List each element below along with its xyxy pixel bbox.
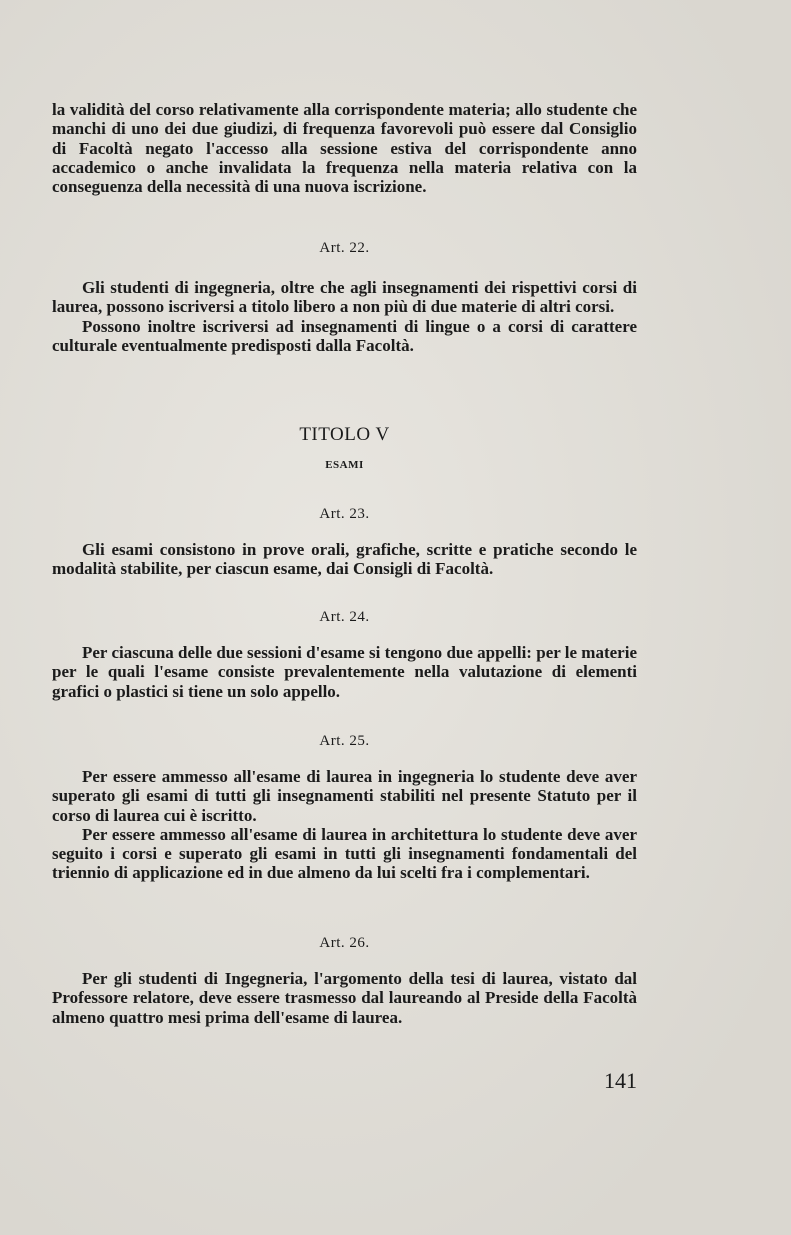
article-22-heading: Art. 22. <box>319 240 370 256</box>
article-25-heading: Art. 25. <box>319 733 370 749</box>
article-22-paragraph-1: Gli studenti di ingegneria, oltre che agli insegnamenti dei rispettivi corsi di laurea, possono iscriversi a titolo libero a non più di due materie di altri corsi. <box>52 278 637 317</box>
article-24-heading: Art. 24. <box>319 609 370 625</box>
article-22-body <box>52 278 637 355</box>
title-heading: TITOLO V <box>299 424 390 445</box>
article-24-body <box>52 643 637 701</box>
article-25-body <box>52 767 637 883</box>
article-23-body <box>52 540 637 579</box>
article-25-paragraph-1: Per essere ammesso all'esame di laurea in ingegneria lo studente deve aver superato gli esami di tutti gli insegnamenti stabiliti nel presente Statuto per il corso di laurea cui è iscritto. <box>52 767 637 825</box>
article-23-heading: Art. 23. <box>319 506 370 522</box>
article-26-body <box>52 969 637 1027</box>
article-23-paragraph-1: Gli esami consistono in prove orali, grafiche, scritte e pratiche secondo le modalità stabilite, per ciascun esame, dai Consigli di Facoltà. <box>52 540 637 579</box>
article-24-paragraph-1: Per ciascuna delle due sessioni d'esame si tengono due appelli: per le materie per le quali l'esame consiste prevalentemente nella valutazione di elementi grafici o plastici si tiene un solo appello. <box>52 643 637 701</box>
article-22-paragraph-2: Possono inoltre iscriversi ad insegnamenti di lingue o a corsi di carattere culturale eventualmente predisposti dalla Facoltà. <box>52 316 637 355</box>
article-25-paragraph-2: Per essere ammesso all'esame di laurea in architettura lo studente deve aver seguito i corsi e superato gli esami in tutti gli insegnamenti fondamentali del triennio di applicazione ed in due almeno da lui scelti fra i complementari. <box>52 824 637 883</box>
article-26-heading: Art. 26. <box>319 935 370 951</box>
intro-text <box>52 100 637 196</box>
section-subtitle: ESAMI <box>325 459 364 471</box>
intro-paragraph: la validità del corso relativamente alla corrispondente materia; allo studente che manchi di uno dei due giudizi, di frequenza favorevoli può essere dal Consiglio di Facoltà negato l'accesso alla sessione estiva del corrispondente anno accademico o anche invalidata la frequenza nella materia relativa con la conseguenza della necessità di una nuova iscrizione. <box>52 100 637 197</box>
page-number: 141 <box>604 1068 637 1093</box>
article-26-paragraph-1: Per gli studenti di Ingegneria, l'argomento della tesi di laurea, vistato dal Professore relatore, deve essere trasmesso dal laureando al Preside della Facoltà almeno quattro mesi prima dell'esame di laurea. <box>52 969 637 1027</box>
